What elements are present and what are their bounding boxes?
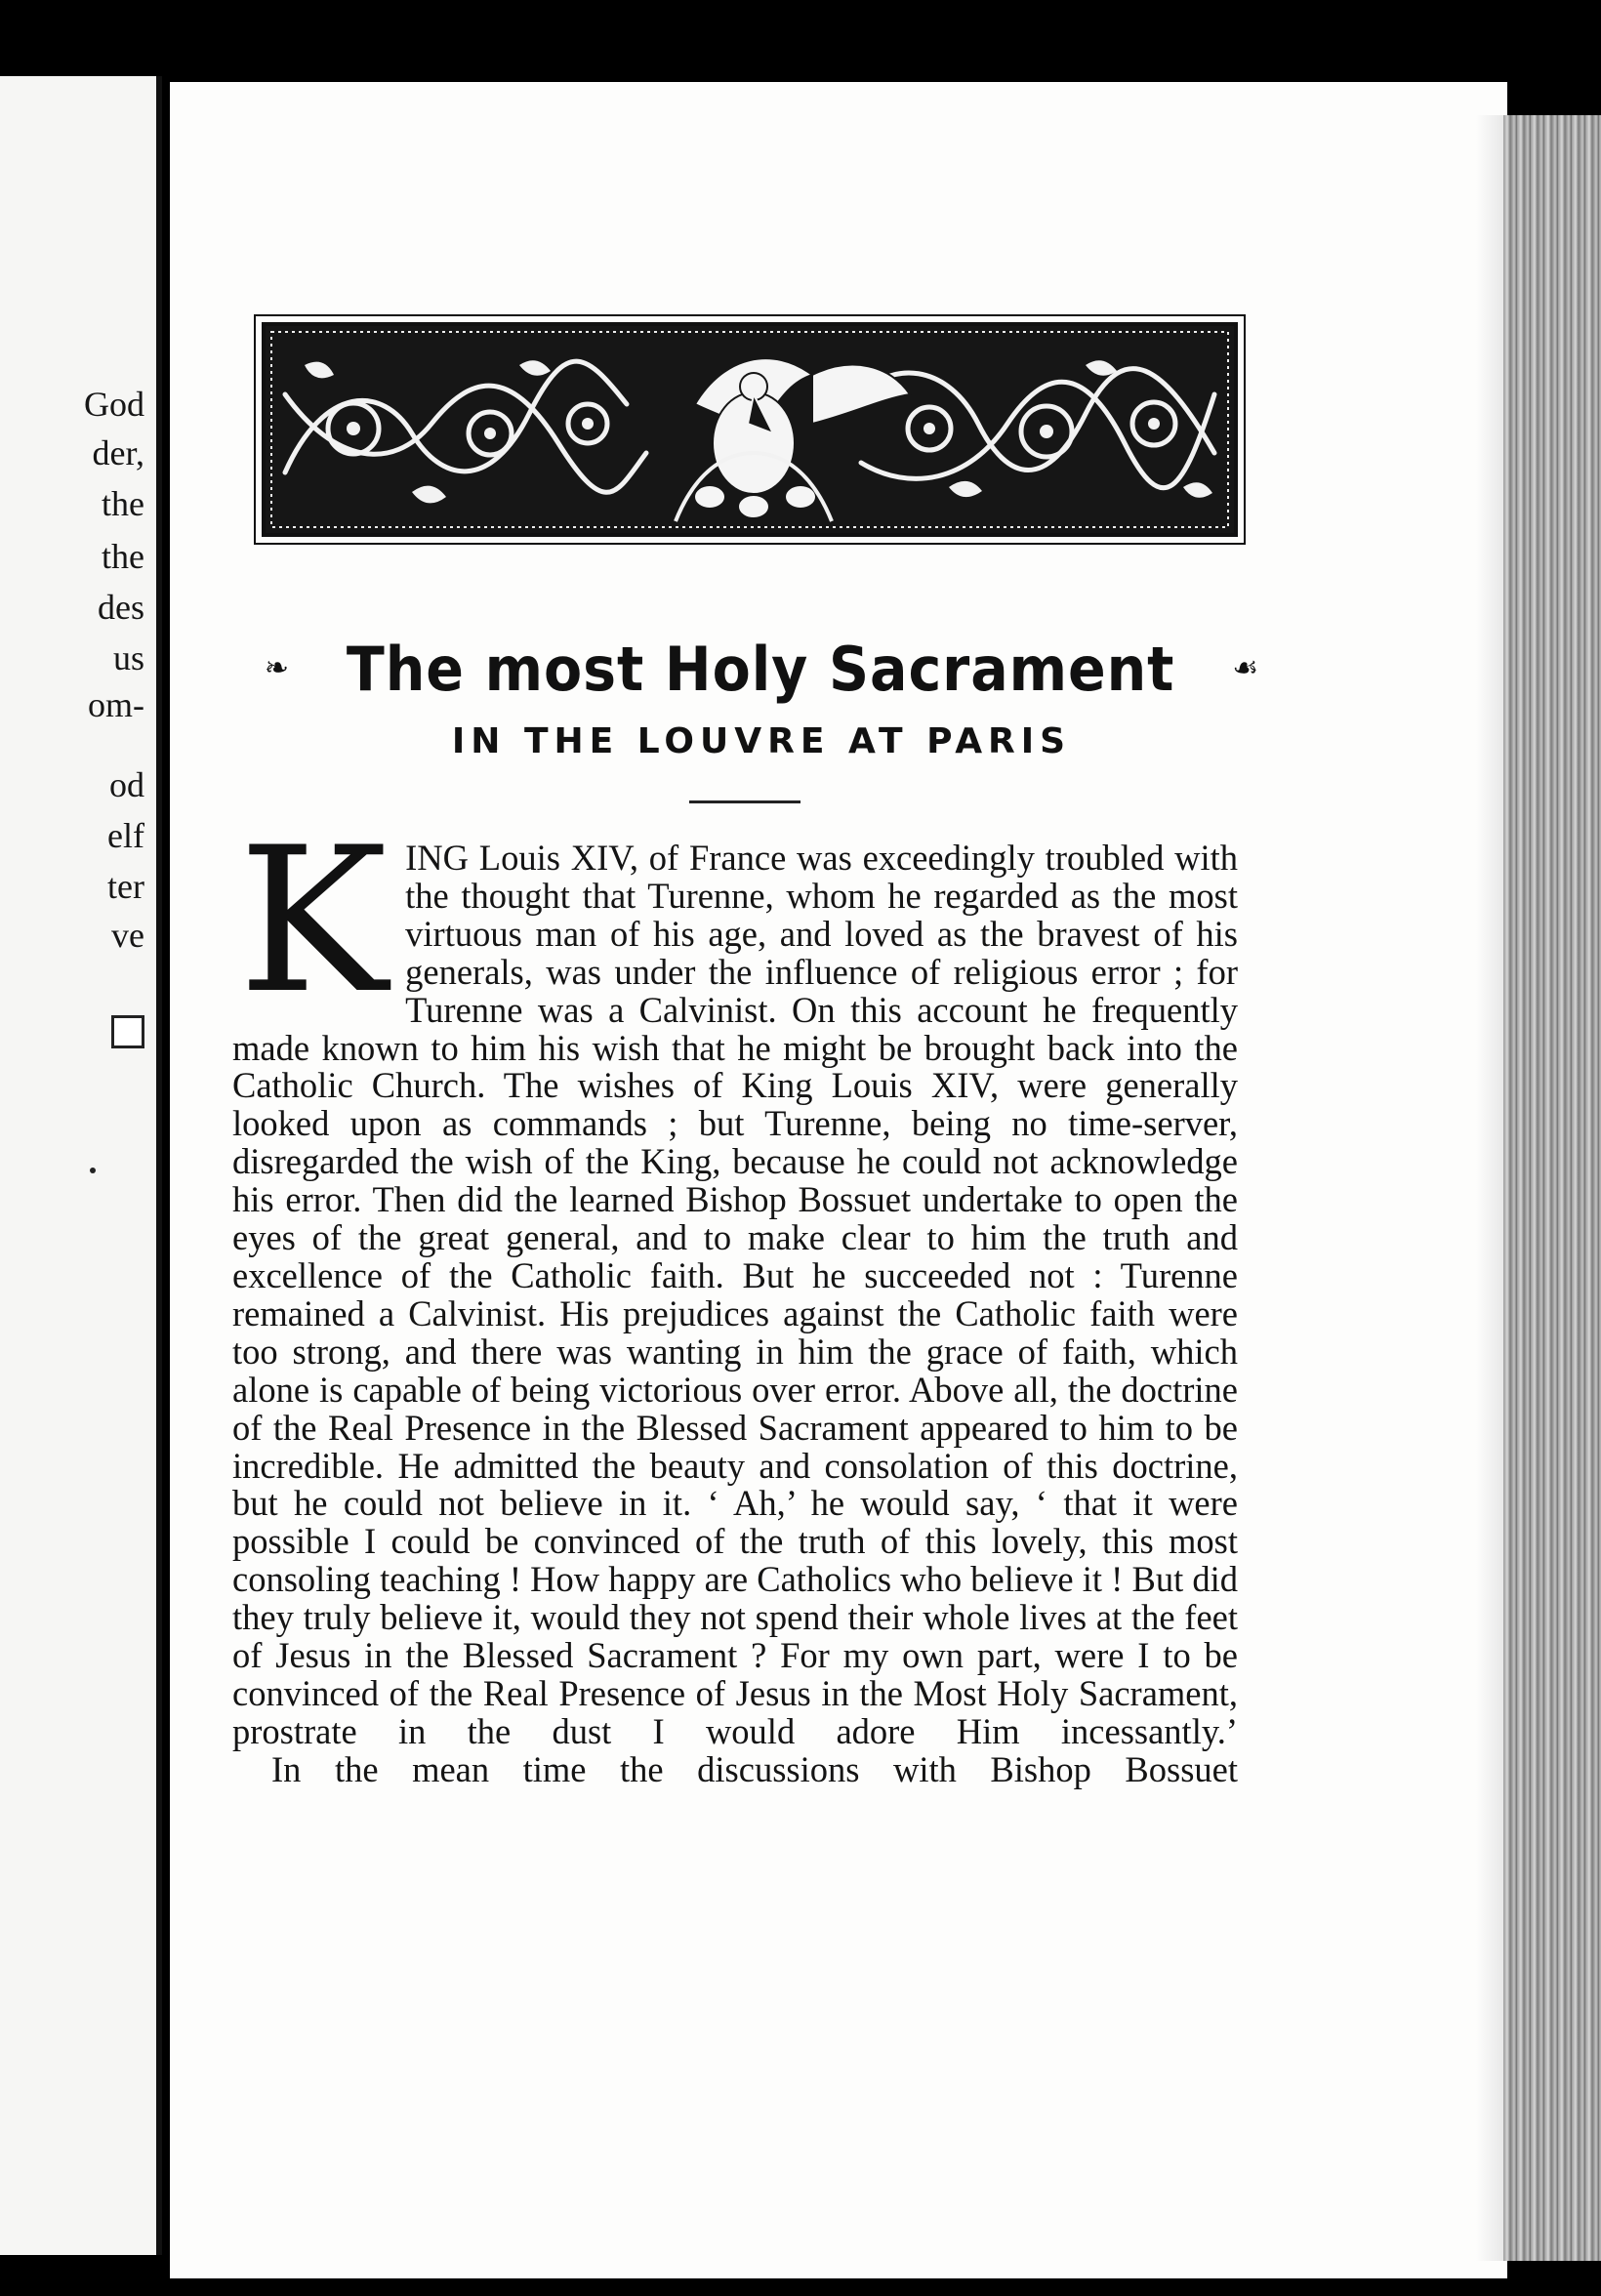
article-title: The most Holy Sacrament xyxy=(346,633,1175,705)
facing-page xyxy=(0,76,162,2255)
margin-fragment: God xyxy=(84,385,144,424)
article-body xyxy=(232,805,1238,1789)
pelican-in-piety-ornament-icon xyxy=(262,322,1238,537)
title-rule xyxy=(689,800,800,803)
margin-fragment: om- xyxy=(88,685,144,724)
margin-fragment: ve xyxy=(111,916,144,955)
title-row xyxy=(264,625,1259,713)
drop-cap: K xyxy=(238,805,389,1038)
leaf-fleuron-icon: ☙ xyxy=(1232,651,1259,685)
margin-fragment: der, xyxy=(92,433,144,472)
margin-fragment: the xyxy=(102,537,144,576)
page-edges xyxy=(1490,115,1601,2261)
speck xyxy=(90,1168,96,1173)
margin-fragment: des xyxy=(98,588,144,627)
rosette-ornament-icon xyxy=(111,1015,144,1048)
article-subtitle: IN THE LOUVRE AT PARIS xyxy=(451,721,1072,761)
margin-fragment: ter xyxy=(107,867,144,906)
margin-fragment: elf xyxy=(107,816,144,855)
margin-fragment: od xyxy=(109,765,144,804)
leaf-fleuron-icon: ❧ xyxy=(264,651,290,685)
margin-fragment: us xyxy=(112,638,144,677)
body-paragraph: In the mean time the discussions with Bishop Bossuet xyxy=(271,1748,1238,1789)
body-paragraph: ING Louis XIV, of France was exceedingly troubled with the thought that Turenne, whom he regarded as the most virtuous man of his age, and loved as the bravest of his generals, was under the influence of religious error ; for Turenne was a Calvinist. On this account he frequently made known to him his wish that he might be brought back into the Catholic Church. The wishes of King Louis XIV, were generally looked upon as commands ; but Turenne, being no time-server, disregarded the wish of the King, because he could not acknowledge his error. Then did the learned Bishop Bossuet undertake to open the eyes of the great general, and to make clear to him the truth and excellence of the Catholic faith. But he succeeded not : Turenne remained a Calvinist. His prejudices against the Catholic faith were too strong, and there was wanting in him the grace of faith, which alone is capable of being victorious over error. Above all, the doctrine of the Real Presence in the Blessed Sacrament appeared to him to be incredible. He admitted the beauty and consolation of this doctrine, but he could not believe in it. ‘ Ah,’ he would say, ‘ that it were possible I could be convinced of the truth of this lovely, this most consoling teaching ! How happy are Catholics who believe it ! But did they truly believe it, would they not spend their whole lives at the feet of Jesus in the Blessed Sacrament ? For my own part, were I to be convinced of the Real Presence of Jesus in the Most Holy Sacrament, prostrate in the dust I would adore Him incessantly.’ xyxy=(232,838,1238,1751)
margin-fragment: the xyxy=(102,484,144,523)
